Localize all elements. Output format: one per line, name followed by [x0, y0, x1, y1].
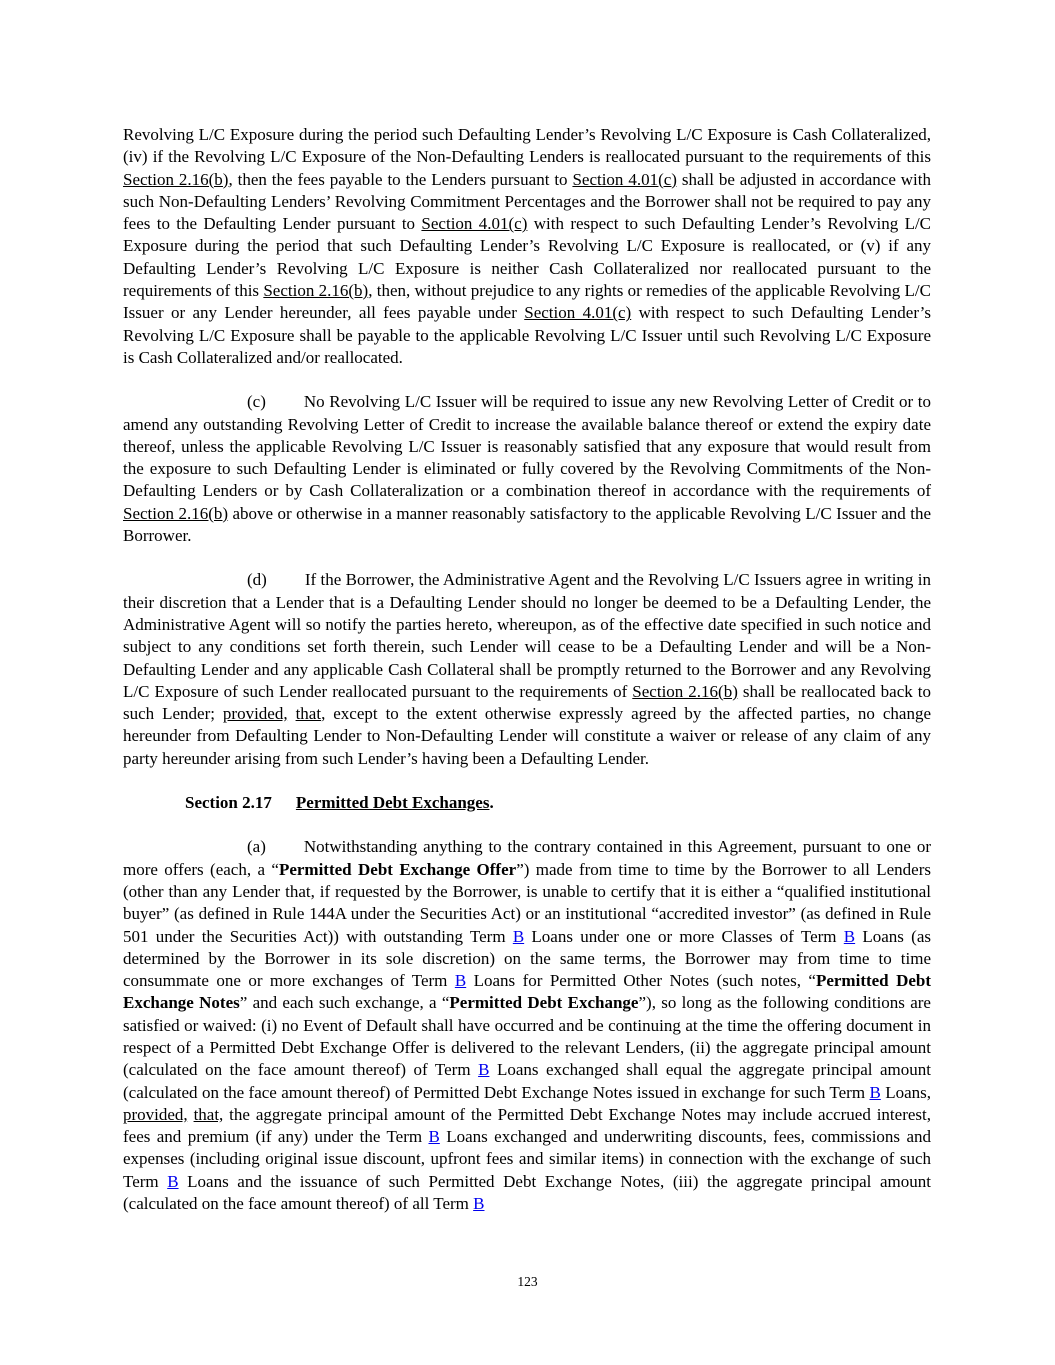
term-b-link[interactable]: B: [843, 926, 856, 946]
text-segment: Loans and the issuance of such Permitted Debt Exchange Notes, (iii) the aggregate principal amount (calculated on the face amount thereof) of all Term: [123, 1171, 931, 1214]
paragraph-c: [123, 391, 931, 547]
term-b-link[interactable]: B: [454, 971, 467, 991]
text-segment: Loans under one or more Classes of Term: [524, 926, 844, 946]
section-title: Permitted Debt Exchanges: [295, 793, 490, 813]
text-segment: .: [489, 793, 494, 813]
paragraph-continuation: [123, 124, 931, 369]
text-segment: with respect to such Defaulting Lender’s Revolving L/C Exposure during the period that such Defaulting Lender’s Revolving L/C Exposure is reallocated, or (v) if any Defaulting Lender’s Revolving L/C Exposure is neither Cash Collateralized nor reallocated pursuant to the requirements of this: [123, 214, 932, 301]
page-number: 123: [517, 1274, 538, 1289]
section-ref: Section 2.16(b): [123, 169, 229, 189]
term-b-link[interactable]: B: [869, 1082, 881, 1102]
page-content: [123, 124, 931, 1237]
text-segment: above or otherwise in a manner reasonably satisfactory to the applicable Revolving L/C Issuer and the Borrower.: [123, 503, 931, 546]
section-heading-2-17: [185, 792, 931, 814]
text-segment: If the Borrower, the Administrative Agent and the Revolving L/C Issuers agree in writing in their discretion that a Lender that is a Defaulting Lender should no longer be deemed to be a Defaulting Lender, the Administrative Agent will so notify the parties hereto, whereupon, as of the effective date specified in such notice and subject to any conditions set forth therein, such Lender will cease to be a Defaulting Lender and will be a Non-Defaulting Lender and any applicable Cash Collateral shall be promptly returned to the Borrower and any Revolving L/C Exposure of such Lender reallocated pursuant to the requirements of: [123, 570, 931, 701]
text-segment: (c): [247, 392, 266, 412]
text-segment: Notwithstanding anything to the contrary contained in this Agreement, pursuant to one or more offers (each, a “: [123, 837, 931, 879]
section-ref: Section 2.16(b): [263, 281, 369, 301]
term-b-link[interactable]: B: [428, 1127, 440, 1147]
text-segment: shall be adjusted in accordance with such Non-Defaulting Lenders’ Revolving Commitment Percentages and the Borrower shall not be required to pay any fees to the Defaulting Lender pursuant to: [123, 169, 932, 234]
text-segment: No Revolving L/C Issuer will be required to issue any new Revolving Letter of Credit or to amend any outstanding Revolving Letter of Credit to increase the available balance thereof or extend the expiry date thereof, unless the applicable Revolving L/C Issuer is reasonably satisfied that any exposure that would result from the exposure to such Defaulting Lender is eliminated or fully covered by the Revolving Commitments of the Non-Defaulting Lenders or by Cash Collateralization or a combination thereof in accordance with the requirements of: [123, 392, 931, 501]
section-ref: Section 4.01(c): [421, 214, 528, 234]
text-segment: (a): [247, 837, 266, 857]
text-segment: , except to the extent otherwise expressly agreed by the affected parties, no change hereunder from Defaulting Lender to Non-Defaulting Lender will constitute a waiver or release of any claim of any party hereunder arising from such Lender’s having been a Defaulting Lender.: [123, 704, 931, 768]
paragraph-a: [123, 836, 931, 1215]
text-segment: Revolving L/C Exposure during the period such Defaulting Lender’s Revolving L/C Exposure is Cash Collateralized, (iv) if the Revolving L/C Exposure of the Non-Defaulting Lenders is reallocated pursuant to the requirements of this: [123, 125, 931, 167]
defined-term: Permitted Debt Exchange: [449, 993, 639, 1013]
text-segment: ” and each such exchange, a “: [239, 993, 450, 1013]
text-segment: , then the fees payable to the Lenders pursuant to: [228, 169, 573, 189]
text-segment: (d): [247, 570, 267, 590]
section-ref: Section 4.01(c): [572, 169, 677, 189]
text-segment: ”) made from time to time by the Borrower to all Lenders (other than any Lender that, if requested by the Borrower, is unable to certify that it is either a “qualified institutional buyer” (as defined in Rule 144A under the Securities Act) or an institutional “accredited investor” (as defined in Rule 501 under the Securities Act)) with outstanding Term: [123, 859, 931, 946]
text-segment: Loans (as determined by the Borrower in its sole discretion) on the same terms, the Borrower may from time to time consummate one or more exchanges of Term: [123, 926, 931, 991]
text-segment: Loans exchanged shall equal the aggregate principal amount (calculated on the face amount thereof) of Permitted Debt Exchange Notes issued in exchange for such Term: [123, 1060, 931, 1102]
text-segment: shall be reallocated back to such Lender;: [123, 681, 931, 724]
text-segment: ”), so long as the following conditions are satisfied or waived: (i) no Event of Default shall have occurred and be continuing at the time the offering document in respect of a Permitted Debt Exchange Offer is delivered to the relevant Lenders, (ii) the aggregate principal amount (calculated on the face amount thereof) of Term: [123, 993, 931, 1080]
section-ref: Section 2.16(b): [123, 503, 229, 523]
text-segment: Loans,: [880, 1082, 932, 1102]
text-segment: that,: [193, 1104, 224, 1124]
text-segment: that: [295, 704, 322, 724]
term-b-link[interactable]: B: [478, 1060, 490, 1080]
text-segment: provided,: [222, 704, 288, 724]
text-segment: Loans exchanged and underwriting discounts, fees, commissions and expenses (including original issue discount, upfront fees and similar items) in connection with the exchange of such Term: [123, 1127, 931, 1191]
section-ref: Section 4.01(c): [524, 303, 632, 323]
text-segment: Loans for Permitted Other Notes (such notes, “: [466, 971, 816, 991]
defined-term: Permitted Debt Exchange Offer: [278, 859, 517, 879]
term-b-link[interactable]: B: [167, 1171, 179, 1191]
paragraph-d: [123, 569, 931, 770]
text-segment: [288, 704, 296, 723]
text-segment: provided,: [123, 1104, 188, 1124]
text-segment: with respect to such Defaulting Lender’s Revolving L/C Exposure shall be payable to the applicable Revolving L/C Issuer until such Revolving L/C Exposure is Cash Collateralized and/or reallocated.: [123, 303, 931, 367]
section-ref: Section 2.16(b): [632, 681, 738, 701]
section-number: Section 2.17: [185, 793, 272, 813]
term-b-link[interactable]: B: [512, 926, 525, 946]
text-segment: the aggregate principal amount of the Permitted Debt Exchange Notes may include accrued interest, fees and premium (if any) under the Term: [123, 1104, 931, 1147]
text-segment: , then, without prejudice to any rights or remedies of the applicable Revolving L/C Issuer or any Lender hereunder, all fees payable under: [123, 281, 931, 323]
defined-term: Permitted Debt Exchange Notes: [123, 971, 932, 1013]
term-b-link[interactable]: B: [473, 1194, 485, 1214]
